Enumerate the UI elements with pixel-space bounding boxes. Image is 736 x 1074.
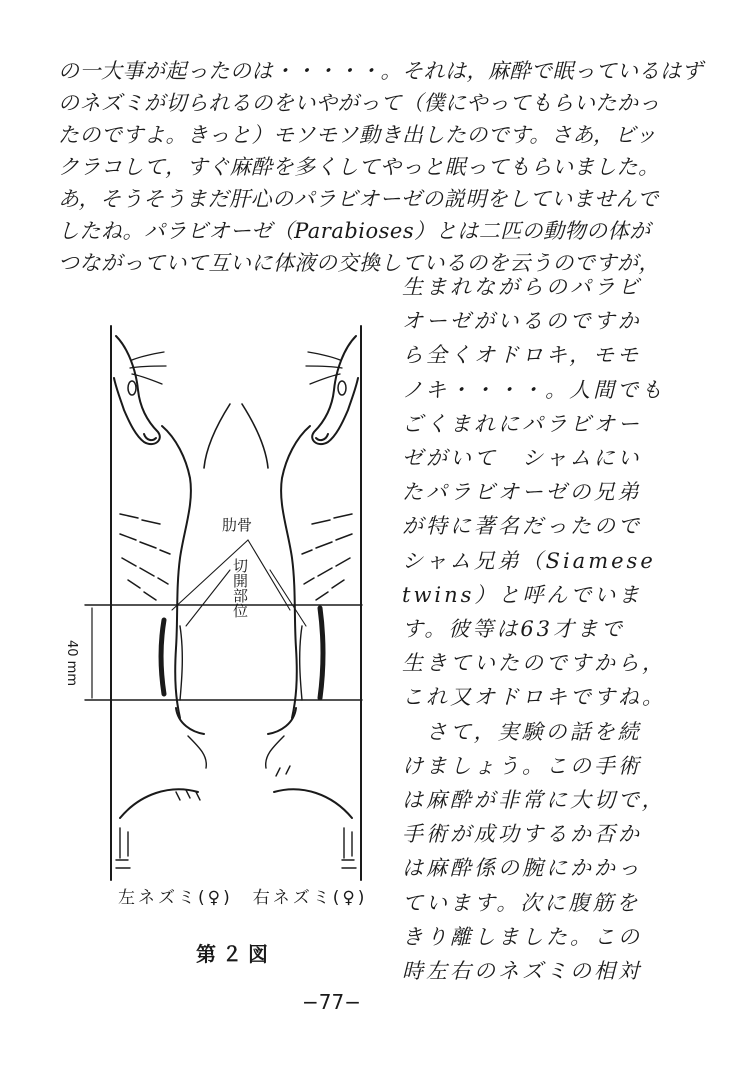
side-text-line: 生まれながらのパラビ bbox=[402, 275, 642, 299]
side-text-line: は麻酔が非常に大切で， bbox=[402, 788, 666, 812]
side-text-line: ごくまれにパラビオー bbox=[402, 411, 642, 436]
rib-label: 肋骨 bbox=[222, 516, 253, 534]
side-text-line: す。彼等は63才まで bbox=[402, 617, 626, 641]
figure-number: 第２図 bbox=[196, 942, 274, 966]
top-text-line: の一大事が起ったのは・・・・・。それは，麻酔で眠っているはず bbox=[58, 59, 703, 83]
top-text-line: クラコして，すぐ麻酔を多くしてやっと眠ってもらいました。 bbox=[58, 155, 660, 179]
side-text-line: これ又オドロキですね。 bbox=[402, 685, 666, 710]
top-text-line: のネズミが切られるのをいやがって（僕にやってもらいたかっ bbox=[58, 91, 660, 115]
side-text-line: けましょう。この手術 bbox=[402, 753, 642, 778]
side-text-line: ら全くオドロキ，モモ bbox=[402, 343, 642, 368]
top-text-line: したね。パラビオーゼ（Parabioses）とは二匹の動物の体が bbox=[58, 219, 651, 243]
top-text-line: たのですよ。きっと）モソモソ動き出したのです。さあ，ビッ bbox=[58, 123, 657, 147]
side-text-line: きり離しました。この bbox=[402, 924, 642, 949]
figure-caption: 左ネズミ(♀) 右ネズミ(♀) bbox=[118, 888, 368, 908]
side-text-line: ゼがいて シャムにい bbox=[402, 446, 642, 470]
side-text-line: twins）と呼んでいま bbox=[402, 582, 643, 607]
side-text-line: 手術が成功するか否か bbox=[402, 822, 642, 847]
side-text-line: は麻酔係の腕にかかっ bbox=[402, 856, 642, 881]
side-text-line: が特に著名だったので bbox=[402, 514, 642, 539]
side-text-line: たパラビオーゼの兄弟 bbox=[402, 480, 642, 505]
side-text-line: 生きていたのですから， bbox=[402, 651, 666, 676]
parabiosis-figure bbox=[64, 308, 392, 888]
top-text-line: あ，そうそうまだ肝心のパラビオーゼの説明をしていませんで bbox=[58, 187, 659, 211]
side-text-line: ノキ・・・・。人間でも bbox=[402, 377, 666, 402]
side-text-line: さて，実験の話を続 bbox=[402, 719, 642, 744]
top-text-line: つながっていて互いに体液の交換しているのを云うのですが， bbox=[58, 251, 660, 275]
incision-label: 切開部位 bbox=[231, 558, 249, 618]
page-number: −77− bbox=[302, 990, 361, 1014]
side-text-line: ています。次に腹筋を bbox=[402, 890, 641, 915]
side-text-line: オーゼがいるのですか bbox=[402, 309, 642, 334]
measurement-label: 40 mm bbox=[64, 640, 79, 687]
side-text-line: 時左右のネズミの相対 bbox=[402, 959, 642, 983]
side-text-line: シャム兄弟（Siamese bbox=[402, 548, 656, 573]
